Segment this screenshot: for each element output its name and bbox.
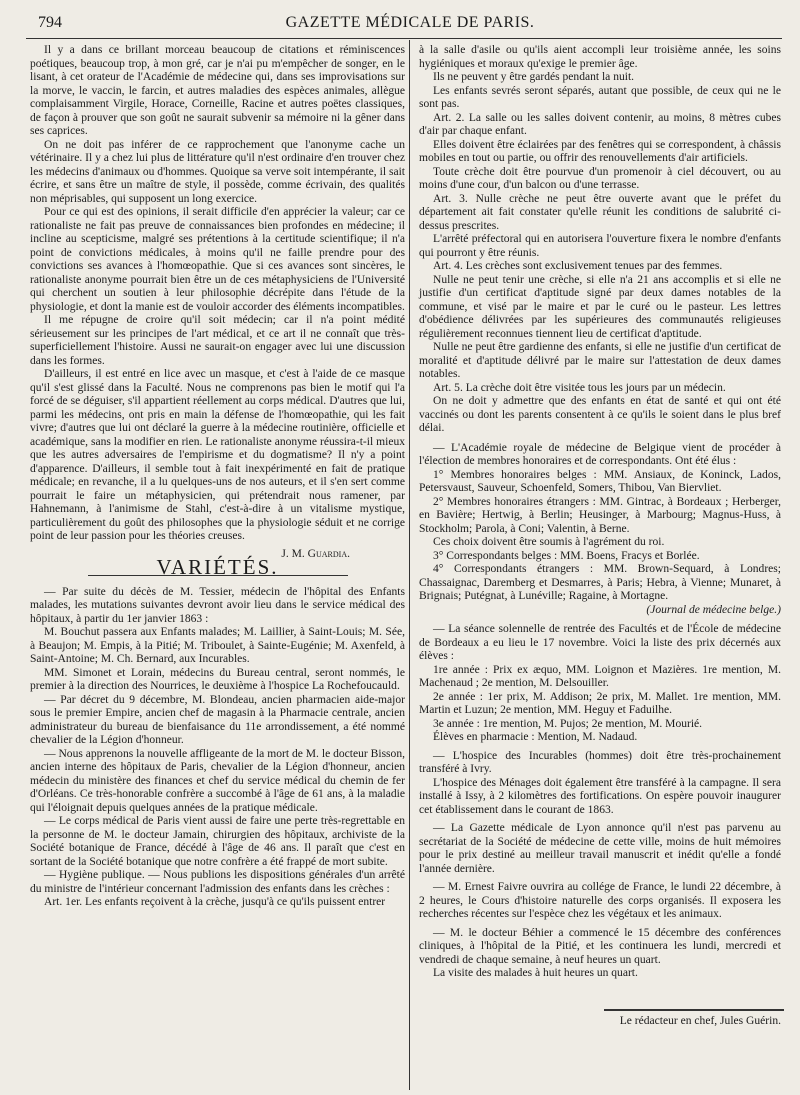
news-item: 1° Membres honoraires belges : MM. Ansiaux, de Koninck, Lados, Petersvaust, Sauveur, Schoenfeld, Somers, Thibou, Van Biervliet. <box>419 468 781 494</box>
article-paragraph: Toute crèche doit être pourvue d'un promenoir à ciel découvert, ou au moins d'une cour, d'un balcon ou d'une terrasse. <box>419 165 781 191</box>
news-item: Ces choix doivent être soumis à l'agrément du roi. <box>433 536 665 548</box>
article-paragraph: L'arrêté préfectoral qui en autorisera l'ouverture fixera le nombre d'enfants qui pourront y être réunis. <box>419 233 781 259</box>
article-paragraph: Elles doivent être éclairées par des fenêtres qui se correspondent, à châssis mobiles en tout ou partie, ou offrir des renouvellements d'air artificiels. <box>419 138 781 164</box>
article-signature: J. M. Guardia. <box>281 547 350 560</box>
article-paragraph: à la salle d'asile ou qu'ils aient accompli leur troisième année, les soins hygiéniques et moraux qu'exige le premier âge. <box>419 44 781 70</box>
article-paragraph: Nulle ne peut être gardienne des enfants, si elle ne justifie d'un certificat de moralité et d'aptitude délivré par le maire sur l'attestation de deux dames notables. <box>419 341 781 380</box>
article-paragraph: Art. 3. Nulle crèche ne peut être ouverte avant que le préfet du département ait fait constater qu'elle réunit les conditions de salubrité ci-dessus prescrites. <box>419 192 781 232</box>
news-item: — Par décret du 9 décembre, M. Blondeau, ancien pharmacien aide-major sous le premier Empire, ancien chef de magasin à la Pharmacie centrale, ancien administrateur du bureau de bienfaisance du 11e arrondissement, a été nommé chevalier de la Légion d'honneur. <box>30 693 405 746</box>
page-number: 794 <box>38 14 62 31</box>
news-item: — Nous apprenons la nouvelle affligeante de la mort de M. le docteur Bisson, ancien interne des hôpitaux de Paris, chevalier de la Légion d'honneur, ancien médecin du ministère des finances et chef du service médical du chemin de fer d'Orléans. Ce très-honorable confrère a succombé à l'âge de 61 ans, à la maladie qui l'éloignait depuis quelques années de la pratique médicale. <box>30 747 405 814</box>
article-paragraph: D'ailleurs, il est entré en lice avec un masque, et c'est à l'aide de ce masque qu'il s'est glissé dans la Faculté. Nous ne comprenons pas bien le motif qui l'a forcé de se déguiser, s'il appartient réellement au corps médical. D'autres que lui, parmi les médecins, ont pris en main la défense de l'homœopathie, qui les fait vivre; d'autres que lui ont déclaré la guerre à la médecine routinière, officielle et académique, sans la modifier en rien. Le rationaliste anonyme réussira-t-il mieux que les autres adversaires de l'empirisme et du dogmatisme? Il n'y a point d'apparence. D'ailleurs, il semble tout à fait inexpérimenté en fait de pratique médicale; en revanche, il a lu quelques-uns de nos auteurs, et il s'en sert comme pourrait le faire un métaphysicien, qui prétendrait nous ramener, par Hahnemann, à l'animisme de Stahl, c'est-à-dire à un vitalisme mystique, particulièrement du goût des philosophes que la physiologie séduit et ne corrige point de leur passion pour les théories creuses. <box>30 368 405 542</box>
closing-rule <box>604 1009 784 1011</box>
news-item: La visite des malades à huit heures un quart. <box>433 967 638 979</box>
header-rule <box>26 38 782 39</box>
news-item: Art. 1er. Les enfants reçoivent à la crèche, jusqu'à ce qu'ils puissent entrer <box>44 896 386 908</box>
news-item: 4° Correspondants étrangers : MM. Brown-Sequard, à Londres; Chassaignac, Daremberg et Desmarres, à Paris; Hebra, à Vienne; Munaret, à Brignais; Putégnat, à Lunéville; Ragaine, à Mortagne. <box>419 563 781 602</box>
article-paragraph: Art. 5. La crèche doit être visitée tous les jours par un médecin. <box>433 381 726 394</box>
news-item: 3e année : 1re mention, M. Pujos; 2e mention, M. Mourié. <box>433 717 703 730</box>
news-item: 3° Correspondants belges : MM. Boens, Fracys et Borlée. <box>433 549 700 562</box>
editor-signature: Le rédacteur en chef, Jules Guérin. <box>619 1014 781 1027</box>
article-paragraph: On ne doit y admettre que des enfants en état de santé et qui ont été vaccinés ou dont les parents consentent à ce qu'ils le soient dans le plus bref délai. <box>419 395 781 434</box>
news-item: 1re année : Prix ex æquo, MM. Loignon et Mazières. 1re mention, M. Machenaud ; 2e mention, M. Delsouiller. <box>419 663 781 689</box>
right-column <box>419 44 781 1028</box>
source-citation: (Journal de médecine belge.) <box>646 603 781 616</box>
article-paragraph: Ils ne peuvent y être gardés pendant la nuit. <box>433 71 635 83</box>
news-item: 2e année : 1er prix, M. Addison; 2e prix, M. Mallet. 1re mention, MM. Martin et Luzun; 2e mention, MM. Heguy et Faduilhe. <box>419 690 781 716</box>
article-paragraph: On ne doit pas inférer de ce rapprochement que l'anonyme cache un vétérinaire. Il y a chez lui plus de littérature qu'il n'est ordinaire d'en trouver chez les médecins d'animaux ou d'hommes. Quoique sa verve soit intempérante, il sait écrire, et sans être un maître de style, il possède, comme écrivain, des qualités non méprisables, qui supposent un long exercice. <box>30 138 405 205</box>
article-paragraph: Art. 2. La salle ou les salles doivent contenir, au moins, 8 mètres cubes d'air par chaque enfant. <box>419 111 781 137</box>
news-item: — Hygiène publique. — Nous publions les dispositions générales d'un arrêté du ministre de l'intérieur concernant l'admission des enfants dans les crèches : <box>30 869 405 895</box>
column-divider <box>409 40 410 1090</box>
news-item: Élèves en pharmacie : Mention, M. Nadaud. <box>433 731 638 743</box>
article-paragraph: Il me répugne de croire qu'il soit médecin; car il n'a point médité sérieusement sur les principes de l'art médical, et ce art il ne connaît que très-superficiellement l'histoire. Aussi ne saurait-on engager avec lui une discussion dans les formes. <box>30 314 405 367</box>
page-header <box>38 14 782 34</box>
news-item: M. Bouchut passera aux Enfants malades; M. Laillier, à Saint-Louis; M. Sée, à Beaujon; M. Empis, à la Pitié; M. Triboulet, à Sainte-Eugénie; M. Axenfeld, à Saint-Antoine; M. Ch. Bernard, aux Incurables. <box>30 626 405 665</box>
news-item: — L'Académie royale de médecine de Belgique vient de procéder à l'élection de membres honoraires et de correspondants. Ont été élus : <box>419 441 781 467</box>
news-item: 2° Membres honoraires étrangers : MM. Gintrac, à Bordeaux ; Herberger, en Bavière; Hertwig, à Berlin; Heusinger, à Marbourg; Magnus-Huss, à Stockholm; Parola, à Coni; Valentin, à Berne. <box>419 495 781 535</box>
section-title-varietes: VARIÉTÉS. <box>156 555 279 579</box>
article-paragraph: Art. 4. Les crèches sont exclusivement tenues par des femmes. <box>433 260 723 272</box>
news-item: — M. le docteur Béhier a commencé le 15 décembre des conférences cliniques, à l'hôpital de la Pitié, et les continuera les lundi, mercredi et vendredi de chaque semaine, à neuf heures un quart. <box>419 926 781 966</box>
article-paragraph: Nulle ne peut tenir une crèche, si elle n'a 21 ans accomplis et si elle ne justifie d'un certificat d'aptitude signé par deux dames notables de la commune, et visé par le maire et par le curé ou le pasteur. Les lettres d'obédience délivrées par les supérieures des communautés religieuses régulièrement reconnues tiennent lieu de certificat d'aptitude. <box>419 273 781 340</box>
news-item: — Le corps médical de Paris vient aussi de faire une perte très-regrettable en la personne de M. le docteur Jamain, chirurgien des hôpitaux, archiviste de la Société botanique de France, décédé à l'âge de 46 ans. Il paraît que c'est en sortant de la Société botanique que notre confrère a été frappé de mort subite. <box>30 815 405 868</box>
news-item: — La séance solennelle de rentrée des Facultés et de l'École de médecine de Bordeaux a eu lieu le 17 novembre. Voici la liste des prix décernés aux élèves : <box>419 623 781 662</box>
news-item: — Par suite du décès de M. Tessier, médecin de l'hôpital des Enfants malades, les mutations suivantes devront avoir lieu dans le service médical des hôpitaux, à partir du 1er janvier 1863 : <box>30 585 405 625</box>
article-paragraph: Pour ce qui est des opinions, il serait difficile d'en apprécier la valeur; car ce rationaliste ne fait pas preuve de connaissances bien profondes en médecine; il incline au scepticisme, malgré ses prétentions à la certitude scientifique; il n'a point de convictions médicales, à moins qu'il ne faille prendre pour des convictions ses avances à l'homœopathie. Que si ces avances sont sincères, le rationaliste anonyme pourrait bien être un de ces métaphysiciens de l'Université qui cherchent un soutien à leur philosophie décrépite dans l'étude de la physiologie, et dont la manie est de vouloir accorder des éléments incompatibles. <box>30 206 405 313</box>
news-item: L'hospice des Ménages doit également être transféré à la campagne. Il sera installé à Issy, à 2 kilomètres des fortifications. On espère pouvoir inaugurer cet établissement dans le courant de 1863. <box>419 776 781 816</box>
news-item: — M. Ernest Faivre ouvrira au collége de France, le lundi 22 décembre, à 2 heures, le Cours d'histoire naturelle des corps organisés. Il exposera les recherches récentes sur l'espèce chez les végétaux et les animaux. <box>419 881 781 920</box>
news-item: MM. Simonet et Lorain, médecins du Bureau central, seront nommés, le premier à la direction des Nourrices, le deuxième à l'hospice La Rochefoucauld. <box>30 666 405 692</box>
left-column <box>30 44 405 910</box>
news-item: — L'hospice des Incurables (hommes) doit être très-prochainement transféré à Ivry. <box>419 749 781 775</box>
journal-title: GAZETTE MÉDICALE DE PARIS. <box>285 14 535 31</box>
news-item: — La Gazette médicale de Lyon annonce qu'il n'est pas parvenu au secrétariat de la Société de médecine de cette ville, moins de huit mémoires pour le prix destiné au meilleur travail manuscrit et inédit qu'elle a fondé l'année dernière. <box>419 822 781 875</box>
article-paragraph: Il y a dans ce brillant morceau beaucoup de citations et réminiscences poétiques, beaucoup trop, à mon gré, car je n'ai pu m'empêcher de songer, en le lisant, à cet orateur de l'Académie de médecine qui, dans ses improvisations sur la morve, le vaccin, le farcin, et autres maladies des espèces animales, allègue complaisamment Virgile, Horace, Corneille, Racine et autres poëtes classiques, de façon à prouver que son goût ne saurait subvenir sa mémoire ni la gêner dans ses caprices. <box>30 44 405 137</box>
article-paragraph: Les enfants sevrés seront séparés, autant que possible, de ceux qui ne le sont pas. <box>419 84 781 110</box>
